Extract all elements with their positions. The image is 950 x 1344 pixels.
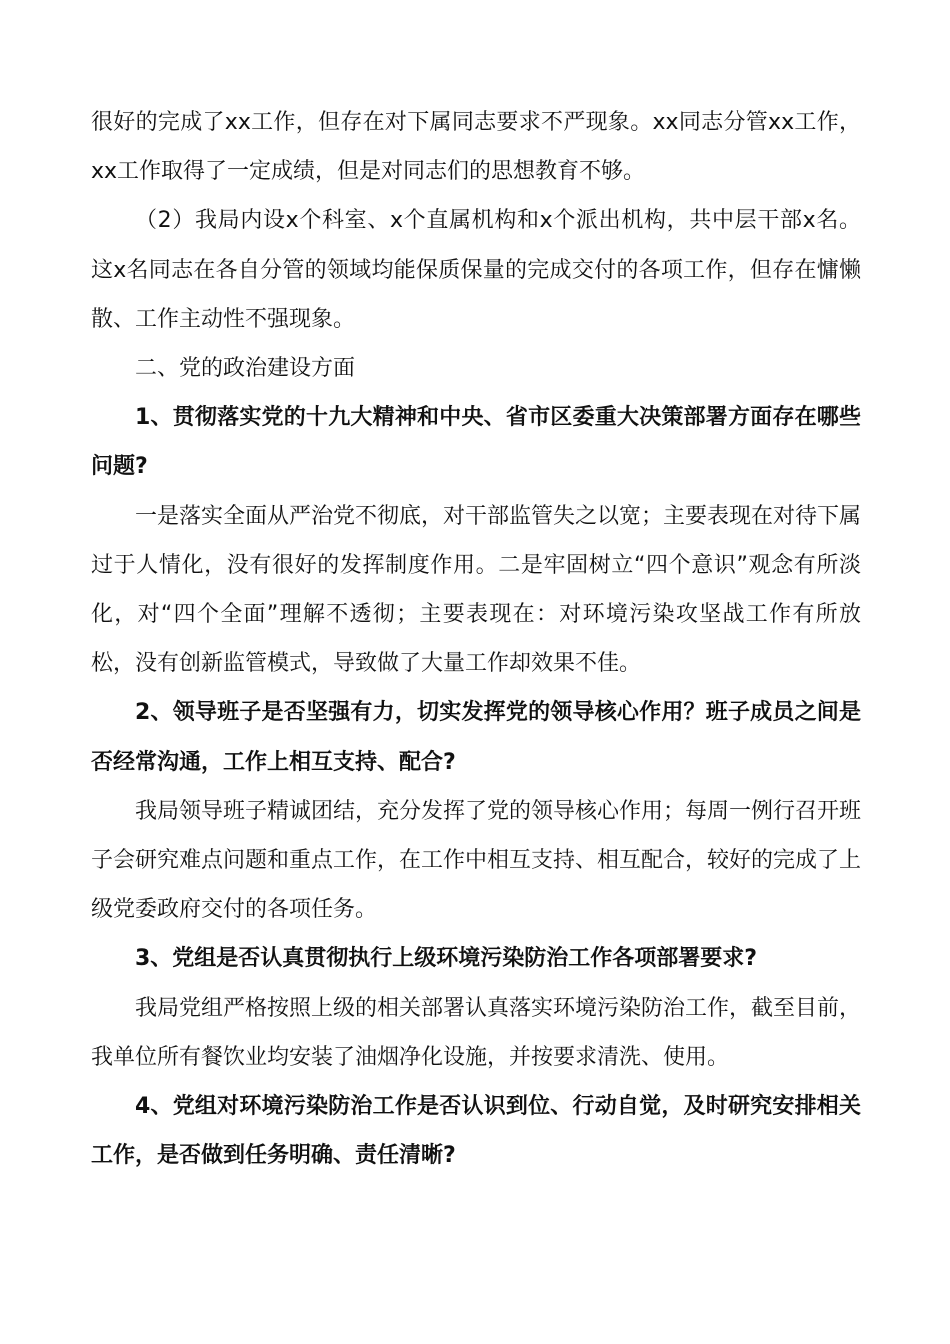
question-2: 2、领导班子是否坚强有力，切实发挥党的领导核心作用？班子成员之间是否经常沟通，工作上相互支持、配合?: [91, 700, 861, 775]
answer-3: 我局党组严格按照上级的相关部署认真落实环境污染防治工作，截至目前，我单位所有餐饮业均安装了油烟净化设施，并按要求清洗、使用。: [91, 995, 862, 1070]
question-4: 4、党组对环境污染防治工作是否认识到位、行动自觉，及时研究安排相关工作，是否做到任务明确、责任清晰?: [91, 1094, 861, 1169]
question-3: 3、党组是否认真贯彻执行上级环境污染防治工作各项部署要求?: [135, 946, 758, 972]
paragraph-continuation: 很好的完成了xx工作，但存在对下属同志要求不严现象。xx同志分管xx工作，xx工作取得了一定成绩，但是对同志们的思想教育不够。: [91, 110, 861, 185]
answer-2: 我局领导班子精诚团结，充分发挥了党的领导核心作用；每周一例行召开班子会研究难点问题和重点工作，在工作中相互支持、相互配合，较好的完成了上级党委政府交付的各项任务。: [91, 798, 862, 923]
section-heading-political-construction: 二、党的政治建设方面: [135, 356, 356, 382]
paragraph-midlevel-cadres: （2）我局内设x个科室、x个直属机构和x个派出机构，共中层干部x名。这x名同志在各自分管的领域均能保质保量的完成交付的各项工作，但存在慵懒散、工作主动性不强现象。: [91, 208, 861, 332]
question-1: 1、贯彻落实党的十九大精神和中央、省市区委重大决策部署方面存在哪些问题?: [91, 405, 861, 480]
document-page: [91, 98, 861, 1180]
answer-1: 一是落实全面从严治党不彻底，对干部监管失之以宽；主要表现在对待下属过于人情化，没有很好的发挥制度作用。二是牢固树立“四个意识”观念有所淡化，对“四个全面”理解不透彻；主要表现在：对环境污染攻坚战工作有所放松，没有创新监管模式，导致做了大量工作却效果不佳。: [91, 503, 862, 677]
